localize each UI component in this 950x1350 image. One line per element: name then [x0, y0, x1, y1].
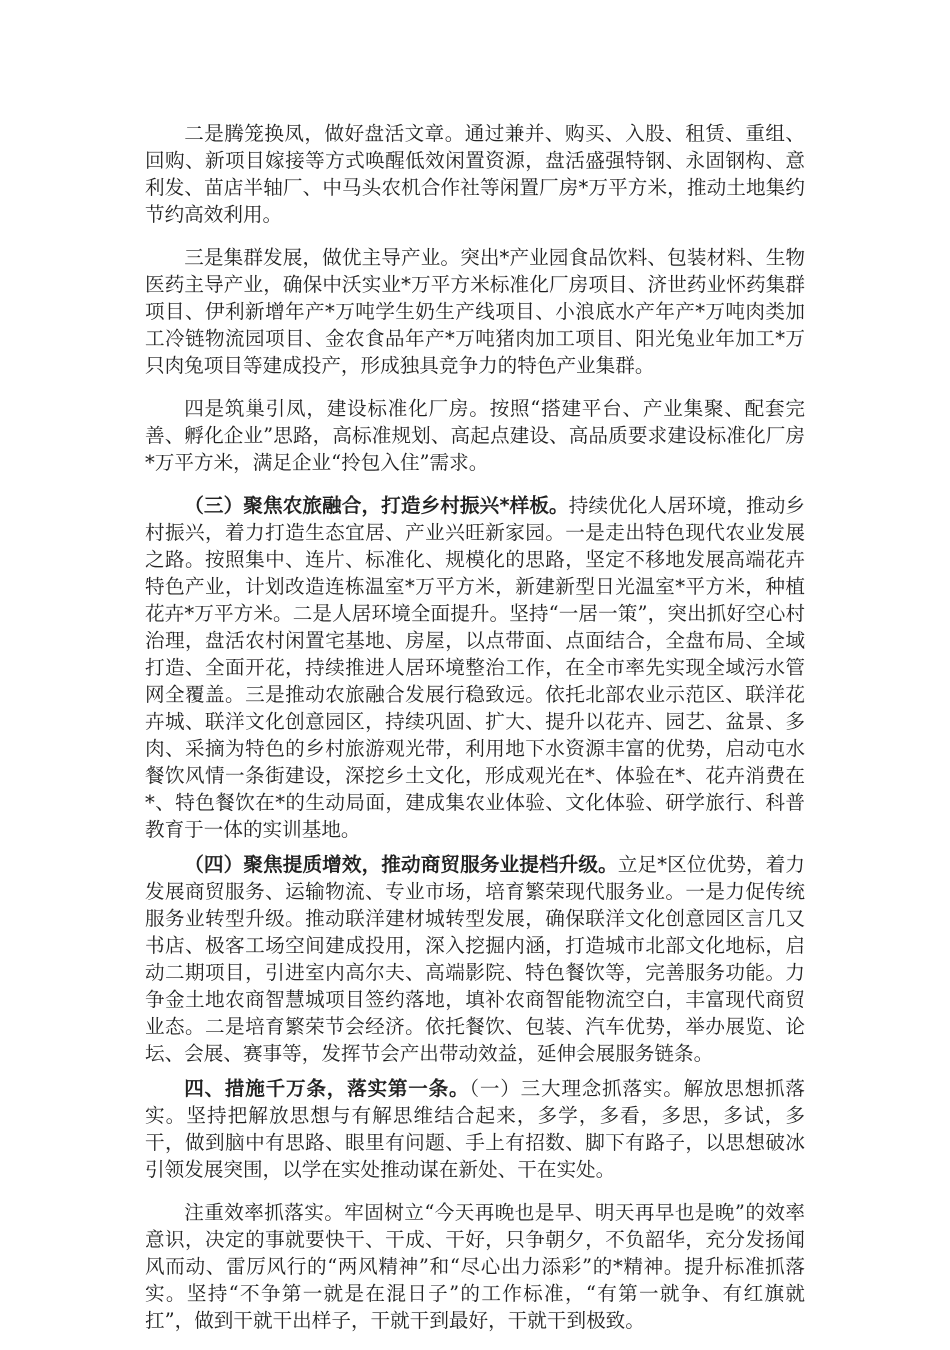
paragraph-text: （一）三大理念抓落实。解放思想抓落实。坚持把解放思想与有解思维结合起来，多学，多看，多思，多试，多干，做到脑中有思路、眼里有问题、手上有招数、脚下有路子，以思想破冰引领发展突围，以学在实处推动谋在新处、干在实处。 — [145, 1077, 805, 1181]
paragraph-jiqun-fazhan — [145, 244, 805, 379]
paragraph-text: 二是腾笼换凤，做好盘活文章。通过兼并、购买、入股、租赁、重组、回购、新项目嫁接等方式唤醒低效闲置资源，盘活盛强特钢、永固钢构、意利发、苗店半轴厂、中马头农机合作社等闲置厂房*万平方米，推动土地集约节约高效利用。 — [145, 122, 805, 226]
document-page — [145, 120, 805, 1350]
paragraph-cuoshi-luoshi — [145, 1075, 805, 1183]
paragraph-text: 三是集群发展，做优主导产业。突出*产业园食品饮料、包装材料、生物医药主导产业，确保中沃实业*万平方米标准化厂房项目、济世药业怀药集群项目、伊利新增年产*万吨学生奶生产线项目、小浪底水产年产*万吨肉类加工冷链物流园项目、金农食品年产*万吨猪肉加工项目、阳光兔业年加工*万只肉兔项目等建成投产，形成独具竞争力的特色产业集群。 — [145, 246, 805, 377]
section-heading: （四）聚焦提质增效，推动商贸服务业提档升级。 — [184, 853, 618, 876]
paragraph-text: 持续优化人居环境，推动乡村振兴，着力打造生态宜居、产业兴旺新家园。一是走出特色现代农业发展之路。按照集中、连片、标准化、规模化的思路，坚定不移地发展高端花卉特色产业，计划改造连栋温室*万平方米，新建新型日光温室*平方米，种植花卉*万平方米。二是人居环境全面提升。坚持“一居一策”，突出抓好空心村治理，盘活农村闲置宅基地、房屋，以点带面、点面结合，全盘布局、全域打造、全面开花，持续推进人居环境整治工作，在全市率先实现全域污水管网全覆盖。三是推动农旅融合发展行稳致远。依托北部农业示范区、联洋花卉城、联洋文化创意园区，持续巩固、扩大、提升以花卉、园艺、盆景、多肉、采摘为特色的乡村旅游观光带，利用地下水资源丰富的优势，启动屯水餐饮风情一条街建设，深挖乡土文化，形成观光在*、体验在*、花卉消费在*、特色餐饮在*的生动局面，建成集农业体验、文化体验、研学旅行、科普教育于一体的实训基地。 — [145, 494, 806, 841]
section-heading: （三）聚焦农旅融合，打造乡村振兴*样板。 — [184, 494, 569, 517]
paragraph-zhuchao-yinfeng — [145, 395, 805, 476]
paragraph-text: 注重效率抓落实。牢固树立“今天再晚也是早、明天再早也是晚”的效率意识，决定的事就要快干、干成、干好，只争朝夕，不负韶华，充分发扬闻风而动、雷厉风行的“两风精神”和“尽心出力添彩”的*精神。提升标准抓落实。坚持“不争第一就是在混日子”的工作标准，“有第一就争、有红旗就扛”，做到干就干出样子，干就干到最好，干就干到极致。 — [145, 1201, 805, 1332]
paragraph-xiaolv-luoshi — [145, 1199, 805, 1334]
paragraph-tizhi-zengxiao — [145, 851, 805, 1067]
paragraph-tengcong-huanfeng — [145, 120, 805, 228]
paragraph-nonglv-ronghe — [145, 492, 805, 843]
paragraph-text: 四是筑巢引凤，建设标准化厂房。按照“搭建平台、产业集聚、配套完善、孵化企业”思路，高标准规划、高起点建设、高品质要求建设标准化厂房*万平方米，满足企业“拎包入住”需求。 — [145, 397, 805, 474]
section-heading: 四、措施千万条，落实第一条。 — [184, 1077, 470, 1100]
paragraph-text: 立足*区位优势，着力发展商贸服务、运输物流、专业市场，培育繁荣现代服务业。一是力促传统服务业转型升级。推动联洋建材城转型发展，确保联洋文化创意园区言几又书店、极客工场空间建成投用，深入挖掘内涵，打造城市北部文化地标，启动二期项目，引进室内高尔夫、高端影院、特色餐饮等，完善服务功能。力争金土地农商智慧城项目签约落地，填补农商智能物流空白，丰富现代商贸业态。二是培育繁荣节会经济。依托餐饮、包装、汽车优势，举办展览、论坛、会展、赛事等，发挥节会产出带动效益，延伸会展服务链条。 — [145, 853, 806, 1065]
